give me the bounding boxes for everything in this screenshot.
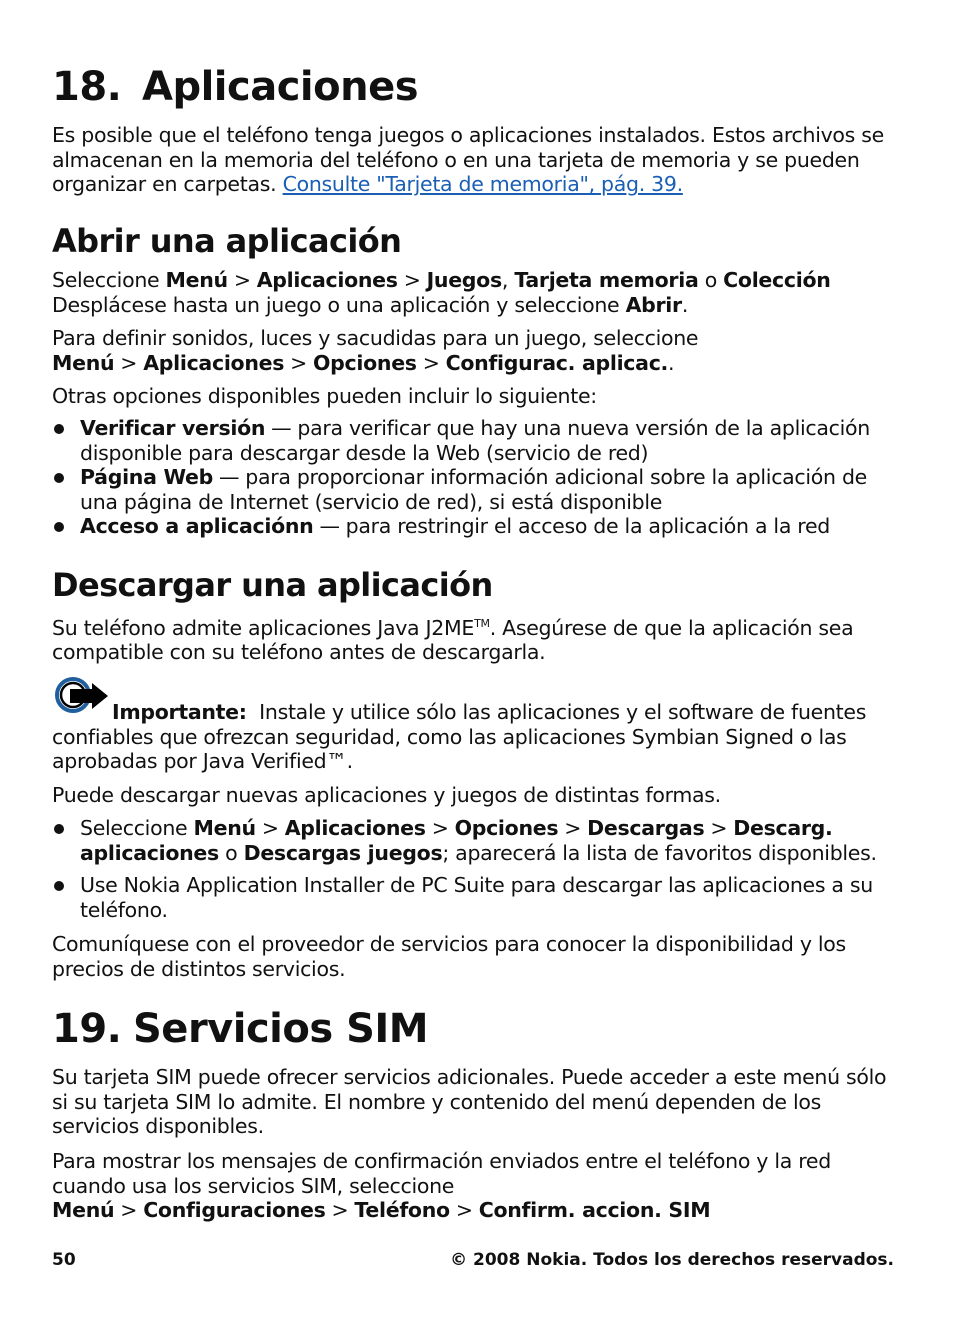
- option-description: para restringir el acceso de la aplicación a la red: [345, 514, 830, 539]
- chapter-19-title: [52, 1006, 428, 1052]
- path-separator: >: [431, 816, 449, 840]
- chapter-number: 19.: [52, 1006, 122, 1052]
- bullet-icon: [54, 522, 64, 532]
- path-separator: >: [422, 350, 440, 375]
- menu-path-item: Descarg. aplicaciones: [80, 816, 833, 865]
- path-separator: >: [233, 268, 251, 292]
- menu-path-item: Tarjeta memoria: [514, 268, 699, 292]
- text: .: [681, 292, 689, 317]
- text: o: [218, 840, 244, 865]
- option-label: Acceso a aplicaciónn: [80, 514, 314, 539]
- open-app-paragraph: [52, 268, 898, 317]
- menu-path-item: Confirm. accion. SIM: [478, 1198, 711, 1223]
- bullet-icon: [54, 824, 64, 834]
- list-item: [52, 873, 898, 922]
- text: Para mostrar los mensajes de confirmación enviados entre el teléfono y la red cuando usa los servicios SIM, seleccione: [52, 1149, 831, 1198]
- menu-path-item: Aplicaciones: [284, 816, 426, 840]
- text: Para definir sonidos, luces y sacudidas para un juego, seleccione: [52, 326, 699, 350]
- menu-path-item: Menú: [165, 268, 228, 292]
- memory-card-link[interactable]: Consulte "Tarjeta de memoria", pág. 39.: [282, 172, 683, 197]
- list-item: [52, 416, 898, 465]
- path-separator: >: [331, 1198, 349, 1223]
- menu-path-item: Colección: [723, 268, 831, 292]
- list-item: [52, 514, 898, 539]
- text: .: [668, 350, 675, 375]
- chapter-number: 18.: [52, 64, 122, 110]
- chapter-title: Aplicaciones: [142, 64, 419, 110]
- text: o: [698, 268, 724, 292]
- em-dash: —: [219, 465, 240, 490]
- menu-path-item: Abrir: [625, 292, 682, 317]
- game-settings-paragraph: [52, 326, 898, 375]
- bullet-icon: [54, 473, 64, 483]
- path-separator: >: [290, 350, 308, 375]
- bullet-icon: [54, 424, 64, 434]
- text: Desplácese hasta un juego o una aplicación y seleccione: [52, 292, 626, 317]
- list-item: [52, 465, 898, 514]
- menu-path-item: Configuraciones: [143, 1198, 326, 1223]
- path-separator: >: [455, 1198, 473, 1223]
- text: . Asegúrese de que la aplicación sea compatible con su teléfono antes de descargarla.: [52, 615, 854, 665]
- important-text: Instale y utilice sólo las aplicaciones y el software de fuentes confiables que ofrezcan seguridad, como las aplicaciones Symbian Signed o las aprobadas por Java Verified™.: [52, 700, 867, 774]
- menu-path-item: Teléfono: [354, 1198, 450, 1223]
- path-separator: >: [120, 1198, 138, 1223]
- option-description: para proporcionar información adicional sobre la aplicación de una página de Internet (servicio de red), si está disponible: [80, 465, 867, 514]
- menu-path-item: Juegos: [426, 268, 502, 292]
- menu-path-item: Menú: [52, 1198, 115, 1223]
- important-label: Importante:: [112, 700, 247, 724]
- text: Seleccione: [52, 268, 166, 292]
- menu-path-item: Aplicaciones: [256, 268, 398, 292]
- list-item: [52, 816, 898, 865]
- menu-path-item: Descargas juegos: [243, 840, 443, 865]
- menu-path-item: Opciones: [454, 816, 559, 840]
- section-download-app-heading: Descargar una aplicación: [52, 566, 493, 604]
- section-open-app-heading: Abrir una aplicación: [52, 222, 402, 260]
- copyright-notice: © 2008 Nokia. Todos los derechos reservados.: [450, 1250, 894, 1270]
- text: ,: [501, 268, 515, 292]
- menu-path-item: Menú: [52, 350, 115, 375]
- menu-path-item: Menú: [193, 816, 256, 840]
- text: Seleccione: [80, 816, 194, 840]
- important-paragraph: [52, 700, 898, 774]
- page-number: 50: [52, 1250, 76, 1270]
- bullet-icon: [54, 881, 64, 891]
- download-methods-list: [52, 816, 898, 922]
- intro-text: Es posible que el teléfono tenga juegos o aplicaciones instalados. Estos archivos se almacenan en la memoria del teléfono o en una tarjeta de memoria y se pueden organizar en carpetas.: [52, 123, 884, 197]
- menu-path-item: Aplicaciones: [143, 350, 285, 375]
- chapter-18-title: [52, 64, 418, 110]
- java-paragraph: [52, 612, 898, 665]
- options-list: [52, 416, 898, 539]
- em-dash: —: [319, 514, 340, 539]
- path-separator: >: [261, 816, 279, 840]
- option-label: Verificar versión: [80, 416, 266, 440]
- download-ways-paragraph: Puede descargar nuevas aplicaciones y juegos de distintas formas.: [52, 783, 721, 807]
- sim-intro-paragraph: Su tarjeta SIM puede ofrecer servicios adicionales. Puede acceder a este menú sólo si su tarjeta SIM lo admite. El nombre y contenido del menú dependen de los servicios disponibles.: [52, 1065, 887, 1139]
- text: Su teléfono admite aplicaciones Java J2ME: [52, 615, 475, 640]
- em-dash: —: [271, 416, 292, 440]
- chapter-title: Servicios SIM: [133, 1006, 429, 1052]
- path-separator: >: [403, 268, 421, 292]
- option-label: Página Web: [80, 465, 214, 490]
- option-description: para verificar que hay una nueva versión de la aplicación disponible para descargar desde la Web (servicio de red): [80, 416, 870, 465]
- trademark: TM: [474, 617, 490, 630]
- path-separator: >: [710, 816, 728, 840]
- intro-paragraph: [52, 123, 898, 197]
- other-options-paragraph: Otras opciones disponibles pueden incluir lo siguiente:: [52, 384, 597, 408]
- path-separator: >: [120, 350, 138, 375]
- path-separator: >: [564, 816, 582, 840]
- text: Use Nokia Application Installer de PC Suite para descargar las aplicaciones a su teléfono.: [80, 873, 873, 922]
- sim-confirm-paragraph: [52, 1149, 898, 1223]
- contact-provider-paragraph: Comuníquese con el proveedor de servicios para conocer la disponibilidad y los precios de distintos servicios.: [52, 932, 846, 981]
- menu-path-item: Configurac. aplicac.: [445, 350, 669, 375]
- menu-path-item: Descargas: [587, 816, 705, 840]
- text: ; aparecerá la lista de favoritos disponibles.: [442, 840, 877, 865]
- menu-path-item: Opciones: [313, 350, 417, 375]
- page-footer: [52, 1250, 894, 1270]
